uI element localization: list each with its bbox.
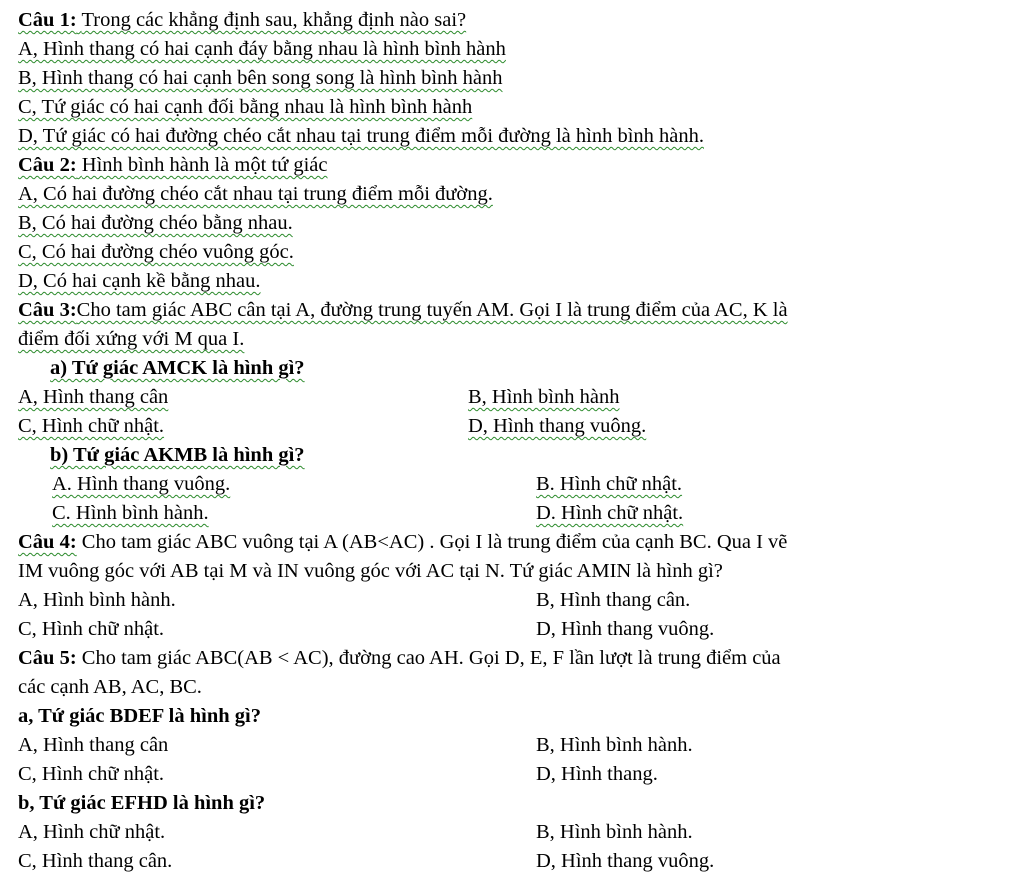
q3b-options-row-2 bbox=[18, 499, 1024, 528]
q5-heading bbox=[18, 644, 1024, 673]
q3-text-line2: điểm đối xứng với M qua I. bbox=[18, 328, 245, 350]
q3b-title: b) Tứ giác AKMB là hình gì? bbox=[50, 444, 305, 466]
q5b-options-row-2 bbox=[18, 847, 1024, 876]
q3b-option-d: D. Hình chữ nhật. bbox=[536, 502, 684, 524]
q5a-option-d: D, Hình thang. bbox=[536, 763, 658, 785]
q5a-option-c: C, Hình chữ nhật. bbox=[18, 763, 165, 785]
q2-option-b: B, Có hai đường chéo bằng nhau. bbox=[18, 212, 293, 234]
q3b-option-b: B. Hình chữ nhật. bbox=[536, 473, 683, 495]
q1-option-c: C, Tứ giác có hai cạnh đối bằng nhau là hình bình hành bbox=[18, 96, 473, 118]
q5a-options-row-2 bbox=[18, 760, 1024, 789]
q5a-options-row-1 bbox=[18, 731, 1024, 760]
q3a-title: a) Tứ giác AMCK là hình gì? bbox=[50, 357, 305, 379]
q4-option-d: D, Hình thang vuông. bbox=[536, 618, 715, 640]
q3b-option-c: C. Hình bình hành. bbox=[52, 502, 209, 524]
q4-options-row-1 bbox=[18, 586, 1024, 615]
q3-label: Câu 3: bbox=[18, 299, 77, 321]
q4-options-row-2 bbox=[18, 615, 1024, 644]
q2-label: Câu 2: bbox=[18, 154, 77, 176]
q5b-option-a: A, Hình chữ nhật. bbox=[18, 821, 166, 843]
q2-text: Hình bình hành là một tứ giác bbox=[81, 154, 328, 176]
q5b-option-d: D, Hình thang vuông. bbox=[536, 850, 715, 872]
q3b-option-a: A. Hình thang vuông. bbox=[52, 473, 231, 495]
q1-heading bbox=[18, 6, 1024, 35]
q3-text-line1: Cho tam giác ABC cân tại A, đường trung tuyến AM. Gọi I là trung điểm của AC, K là bbox=[76, 299, 788, 321]
q5b-options-row-1 bbox=[18, 818, 1024, 847]
q3a-option-a: A, Hình thang cân bbox=[18, 386, 169, 408]
q3b-options-row-1 bbox=[18, 470, 1024, 499]
q1-option-d: D, Tứ giác có hai đường chéo cắt nhau tại trung điểm mỗi đường là hình bình hành. bbox=[18, 125, 704, 147]
q4-text-line1: Cho tam giác ABC vuông tại A (AB<AC) . Gọi I là trung điểm của cạnh BC. Qua I vẽ bbox=[81, 531, 788, 553]
q3a-option-d: D, Hình thang vuông. bbox=[468, 415, 647, 437]
q2-option-c: C, Có hai đường chéo vuông góc. bbox=[18, 241, 294, 263]
q2-option-d: D, Có hai cạnh kề bằng nhau. bbox=[18, 270, 261, 292]
q5b-title: b, Tứ giác EFHD là hình gì? bbox=[18, 792, 266, 814]
q4-heading bbox=[18, 528, 1024, 557]
q2-heading bbox=[18, 151, 1024, 180]
q4-option-a: A, Hình bình hành. bbox=[18, 589, 176, 611]
q2-option-a: A, Có hai đường chéo cắt nhau tại trung điểm mỗi đường. bbox=[18, 183, 493, 205]
q3a-options-row-2 bbox=[18, 412, 1024, 441]
q5-label: Câu 5: bbox=[18, 647, 77, 669]
q5-text-line2: các cạnh AB, AC, BC. bbox=[18, 676, 202, 698]
q5b-option-b: B, Hình bình hành. bbox=[536, 821, 693, 843]
q5-text-line1: Cho tam giác ABC(AB < AC), đường cao AH. Gọi D, E, F lần lượt là trung điểm của bbox=[81, 647, 781, 669]
q3-heading bbox=[18, 296, 1024, 325]
q1-option-a: A, Hình thang có hai cạnh đáy bằng nhau là hình bình hành bbox=[18, 38, 506, 60]
q3a-option-c: C, Hình chữ nhật. bbox=[18, 415, 165, 437]
q3a-option-b: B, Hình bình hành bbox=[468, 386, 620, 408]
q5b-option-c: C, Hình thang cân. bbox=[18, 850, 173, 872]
q4-text-line2: IM vuông góc với AB tại M và IN vuông góc với AC tại N. Tứ giác AMIN là hình gì? bbox=[18, 560, 723, 582]
q4-option-c: C, Hình chữ nhật. bbox=[18, 618, 165, 640]
q5a-option-a: A, Hình thang cân bbox=[18, 734, 169, 756]
q5a-title: a, Tứ giác BDEF là hình gì? bbox=[18, 705, 261, 727]
q4-label: Câu 4: bbox=[18, 531, 77, 553]
q1-label: Câu 1: bbox=[18, 9, 77, 31]
q4-option-b: B, Hình thang cân. bbox=[536, 589, 691, 611]
q5a-option-b: B, Hình bình hành. bbox=[536, 734, 693, 756]
q1-option-b: B, Hình thang có hai cạnh bên song song là hình bình hành bbox=[18, 67, 503, 89]
q1-text: Trong các khẳng định sau, khẳng định nào sai? bbox=[81, 9, 467, 31]
q3a-options-row-1 bbox=[18, 383, 1024, 412]
